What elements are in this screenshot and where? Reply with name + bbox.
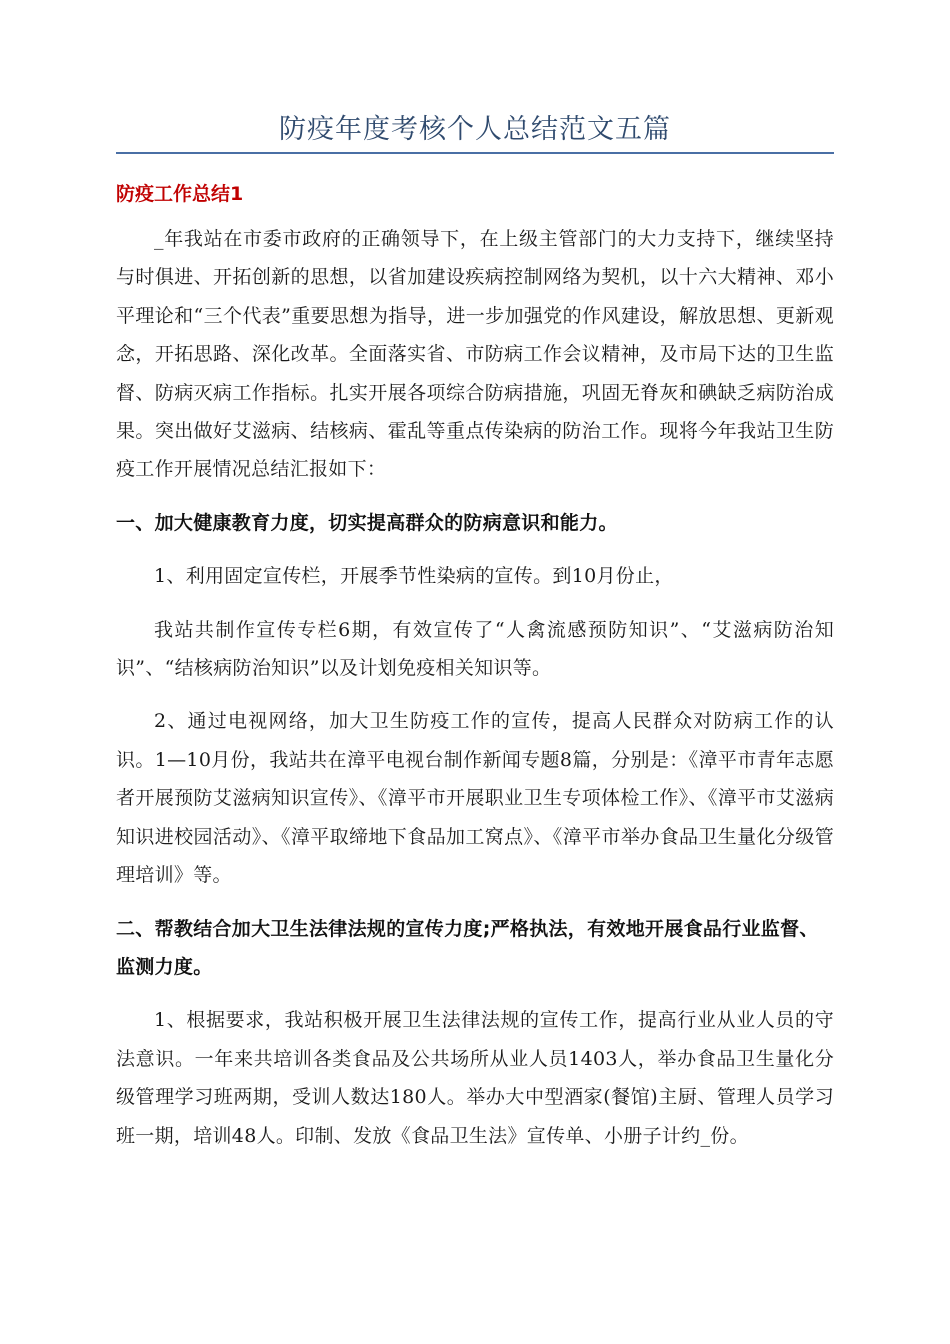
heading-law-publicity: 二、帮教结合加大卫生法律法规的宣传力度;严格执法，有效地开展食品行业监督、监测力度。 (116, 917, 819, 978)
paragraph-tv-network: 2、通过电视网络，加大卫生防疫工作的宣传，提高人民群众对防病工作的认识。1—10月份，我站共在漳平电视台制作新闻专题8篇，分别是：《漳平市青年志愿者开展预防艾滋病知识宣传》、《漳平市开展职业卫生专项体检工作》、《漳平市艾滋病知识进校园活动》、《漳平取缔地下食品加工窝点》、《漳平市举办食品卫生量化分级管理培训》等。 (116, 710, 834, 887)
paragraph-law-training: 1、根据要求，我站积极开展卫生法律法规的宣传工作，提高行业从业人员的守法意识。一年来共培训各类食品及公共场所从业人员1403人，举办食品卫生量化分级管理学习班两期，受训人数达180人。举办大中型酒家(餐馆)主厨、管理人员学习班一期，培训48人。印制、发放《食品卫生法》宣传单、小册子计约_份。 (116, 1009, 834, 1147)
intro-paragraph: _年我站在市委市政府的正确领导下，在上级主管部门的大力支持下，继续坚持与时俱进、开拓创新的思想，以省加建设疾病控制网络为契机，以十六大精神、邓小平理论和“三个代表”重要思想为指导，进一步加强党的作风建设，解放思想、更新观念，开拓思路、深化改革。全面落实省、市防病工作会议精神，及市局下达的卫生监督、防病灭病工作指标。扎实开展各项综合防病措施，巩固无脊灰和碘缺乏病防治成果。突出做好艾滋病、结核病、霍乱等重点传染病的防治工作。现将今年我站卫生防疫工作开展情况总结汇报如下： (116, 228, 834, 481)
paragraph-bulletin-board: 1、利用固定宣传栏，开展季节性染病的宣传。到10月份止， (154, 565, 674, 588)
document-body (116, 176, 834, 1170)
section-title: 防疫工作总结1 (116, 183, 244, 205)
paragraph-bulletin-columns: 我站共制作宣传专栏6期，有效宣传了“人禽流感预防知识”、“艾滋病防治知识”、“结核病防治知识”以及计划免疫相关知识等。 (116, 618, 834, 680)
heading-health-education: 一、加大健康教育力度，切实提高群众的防病意识和能力。 (116, 511, 618, 534)
document-title: 防疫年度考核个人总结范文五篇 (279, 114, 671, 145)
title-underline (116, 152, 834, 154)
